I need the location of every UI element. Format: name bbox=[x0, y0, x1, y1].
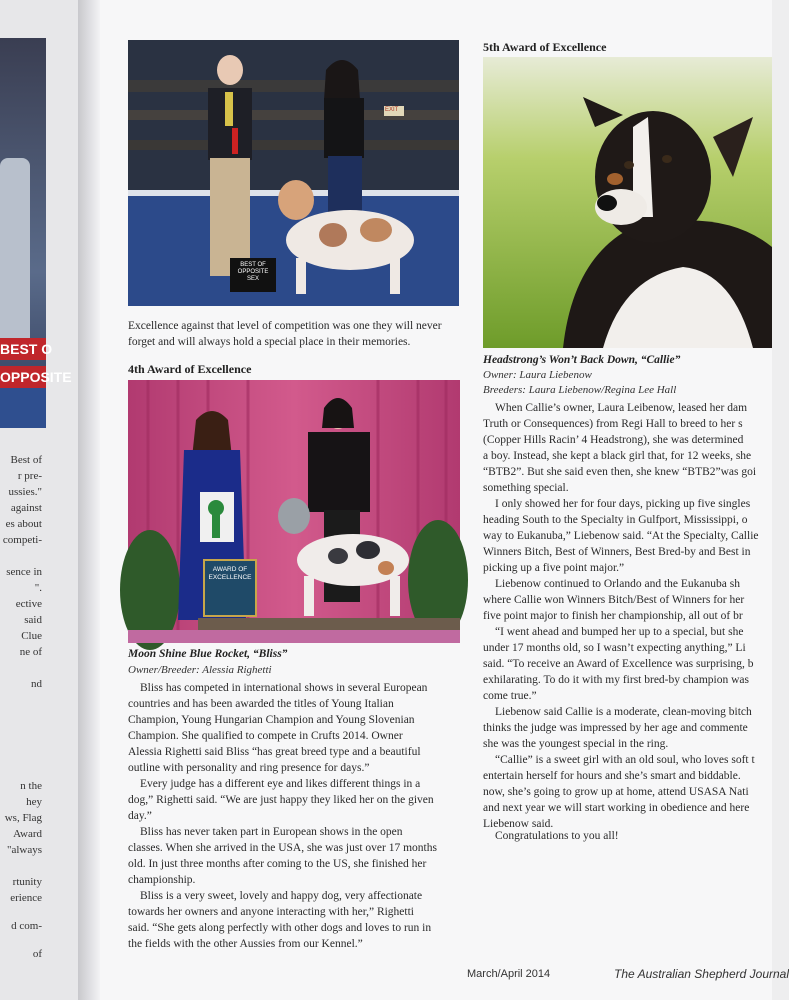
bliss-body-line: Alessia Righetti said Bliss “has great breed type and a beautiful bbox=[128, 746, 421, 758]
previous-page-fragment: ective bbox=[15, 598, 42, 610]
callie-body-line: thinks the judge was impressed by her age and commente bbox=[483, 722, 748, 734]
callie-body-line: five point major to finish her championship, all out of br bbox=[483, 610, 743, 622]
previous-page-fragment: said bbox=[24, 614, 42, 626]
callie-body-line: (Copper Hills Racin’ 4 Headstrong), she was determined bbox=[483, 434, 744, 446]
bliss-body-line: Bliss has competed in international shows in several European bbox=[140, 682, 428, 694]
bliss-owner-breeder: Owner/Breeder: Alessia Righetti bbox=[128, 664, 272, 676]
closing-line: Congratulations to you all! bbox=[495, 830, 619, 842]
award-of-excellence-sign: AWARD OF EXCELLENCE bbox=[208, 566, 252, 581]
bliss-body-line: Champion. She qualified to compete in Crufts 2014. Owner bbox=[128, 730, 403, 742]
bliss-body-line: Every judge has a different eye and likes different things in a bbox=[140, 778, 421, 790]
intro-line-1: Excellence against that level of competition was one they will never bbox=[128, 320, 442, 332]
issue-date: March/April 2014 bbox=[467, 968, 551, 980]
previous-page-fragment: "always bbox=[6, 844, 42, 856]
callie-body-line: exhilarating. To do it with my first bred-by champion was bbox=[483, 674, 749, 686]
previous-page-fragment: Best of bbox=[10, 454, 42, 466]
callie-body-line: Liebenow said Callie is a moderate, clean-moving bitch bbox=[495, 706, 752, 718]
bliss-caption-title: Moon Shine Blue Rocket, “Bliss” bbox=[128, 648, 288, 660]
previous-page-fragment: Clue bbox=[21, 630, 42, 642]
previous-page-fragment: ws, Flag bbox=[4, 812, 42, 824]
callie-owner: Owner: Laura Liebenow bbox=[483, 369, 592, 381]
bliss-body-line: outline with personality and ring presence for days.” bbox=[128, 762, 370, 774]
previous-page-fragment: r pre- bbox=[17, 470, 42, 482]
previous-page-fragment: nd bbox=[31, 678, 42, 690]
photo-best-of-opposite-sex bbox=[128, 40, 459, 306]
best-of-opposite-sex-sign: BEST OF OPPOSITE SEX bbox=[237, 262, 269, 282]
publication-name: The Australian Shepherd Journal bbox=[614, 967, 789, 981]
intro-line-2: forget and will always hold a special place in their memories. bbox=[128, 336, 411, 348]
callie-body-line: something special. bbox=[483, 482, 569, 494]
callie-body-line: picking up a five point major.” bbox=[483, 562, 625, 574]
previous-page-fragment: hey bbox=[26, 796, 42, 808]
callie-body-line: come true.” bbox=[483, 690, 537, 702]
callie-body-line: Liebenow said. bbox=[483, 818, 554, 830]
previous-page-fragment: d com- bbox=[11, 920, 42, 932]
callie-body-line: I only showed her for four days, picking up five singles bbox=[495, 498, 751, 510]
bliss-body-line: countries and has been awarded the titles of Young Italian bbox=[128, 698, 394, 710]
callie-body-line: Winners Bitch, Best of Winners, Best Bred-by and Best in bbox=[483, 546, 751, 558]
bliss-body-line: said. “She gets along perfectly with other dogs and loves to run in bbox=[128, 922, 432, 934]
bliss-body-line: Bliss has never taken part in European shows in the open bbox=[140, 826, 403, 838]
person-figure bbox=[0, 158, 30, 358]
heading-5th-award: 5th Award of Excellence bbox=[483, 40, 607, 54]
callie-body-line: When Callie’s owner, Laura Leibenow, leased her dam bbox=[495, 402, 748, 414]
exit-sign: EXIT bbox=[385, 107, 399, 113]
previous-page-fragment: rtunity bbox=[12, 876, 42, 888]
bliss-body-line: Champion, Young Hungarian Champion and Young Slovenian bbox=[128, 714, 415, 726]
photo-bliss-art bbox=[128, 380, 460, 643]
bliss-body-line: the fields with the other Aussies from our Kennel.” bbox=[128, 938, 363, 950]
previous-page-fragment: sence in bbox=[6, 566, 42, 578]
callie-caption-title: Headstrong’s Won’t Back Down, “Callie” bbox=[483, 354, 681, 366]
heading-4th-award: 4th Award of Excellence bbox=[128, 362, 252, 376]
photo-bliss bbox=[128, 380, 460, 643]
callie-body-line: where Callie won Winners Bitch/Best of Winners for her bbox=[483, 594, 745, 606]
previous-page-fragment: against bbox=[10, 502, 42, 514]
callie-body-line: “Callie” is a sweet girl with an old soul, who loves soft t bbox=[495, 754, 755, 766]
callie-breeders: Breeders: Laura Liebenow/Regina Lee Hall bbox=[483, 384, 677, 396]
previous-page-fragment: of bbox=[32, 948, 42, 960]
previous-page-fragment: es about bbox=[5, 518, 42, 530]
callie-body-line: entertain herself for hours and she’s smart and biddable. bbox=[483, 770, 741, 782]
callie-body-line: “BTB2”. But she said even then, she knew “BTB2”was goi bbox=[483, 466, 757, 478]
previous-page-photo bbox=[0, 38, 72, 428]
bliss-body-line: old. In just three months after coming to the US, she finished her bbox=[128, 858, 427, 870]
callie-body-line: way to Eukanuba,” Liebenow said. “At the Specialty, Callie bbox=[483, 530, 759, 542]
previous-page-fragment: Award bbox=[13, 828, 42, 840]
previous-page-fragment: ussies." bbox=[8, 486, 42, 498]
banner-best-of: BEST O bbox=[0, 338, 46, 360]
callie-body-line: “I went ahead and bumped her up to a special, but she bbox=[495, 626, 744, 638]
photo-callie-art bbox=[483, 57, 772, 348]
callie-body-line: a boy. Instead, she kept a black girl that, for 12 weeks, she bbox=[483, 450, 752, 462]
bliss-body-line: day.” bbox=[128, 810, 152, 822]
previous-page-fragment: ne of bbox=[19, 646, 42, 658]
callie-body-line: said. “To receive an Award of Excellence was surprising, b bbox=[483, 658, 754, 670]
callie-body-line: now, she’s going to grow up at home, attend USASA Nati bbox=[483, 786, 749, 798]
callie-body-line: Truth or Consequences) from Regi Hall to breed to her s bbox=[483, 418, 743, 430]
bliss-body-line: classes. When she arrived in the USA, she was just over 17 months bbox=[128, 842, 437, 854]
bliss-body-line: dog,” Righetti said. “We are just happy they liked her on the given bbox=[128, 794, 434, 806]
banner-opposite: OPPOSITE bbox=[0, 366, 46, 388]
bliss-body-line: championship. bbox=[128, 874, 196, 886]
photo-best-of-opposite-sex-art bbox=[128, 40, 459, 306]
previous-page-fragment: erience bbox=[10, 892, 42, 904]
previous-page-fragment: ". bbox=[34, 582, 42, 594]
bliss-body-line: towards her owners and anyone interacting with her,” Righetti bbox=[128, 906, 414, 918]
previous-page-fragment: competi- bbox=[2, 534, 42, 546]
previous-page-fragment: n the bbox=[20, 780, 42, 792]
bliss-body-line: Bliss is a very sweet, lovely and happy dog, very affectionate bbox=[140, 890, 423, 902]
callie-body-line: Liebenow continued to Orlando and the Eukanuba sh bbox=[495, 578, 740, 590]
callie-body-line: she was the youngest special in the ring. bbox=[483, 738, 669, 750]
photo-callie bbox=[483, 57, 772, 348]
callie-body-line: under 17 months old, so I wasn’t expecting anything,” Li bbox=[483, 642, 746, 654]
callie-body-line: heading South to the Specialty in Gulfport, Mississippi, o bbox=[483, 514, 748, 526]
callie-body-line: and next year we will start working in obedience and here bbox=[483, 802, 750, 814]
page-gutter bbox=[78, 0, 100, 1000]
